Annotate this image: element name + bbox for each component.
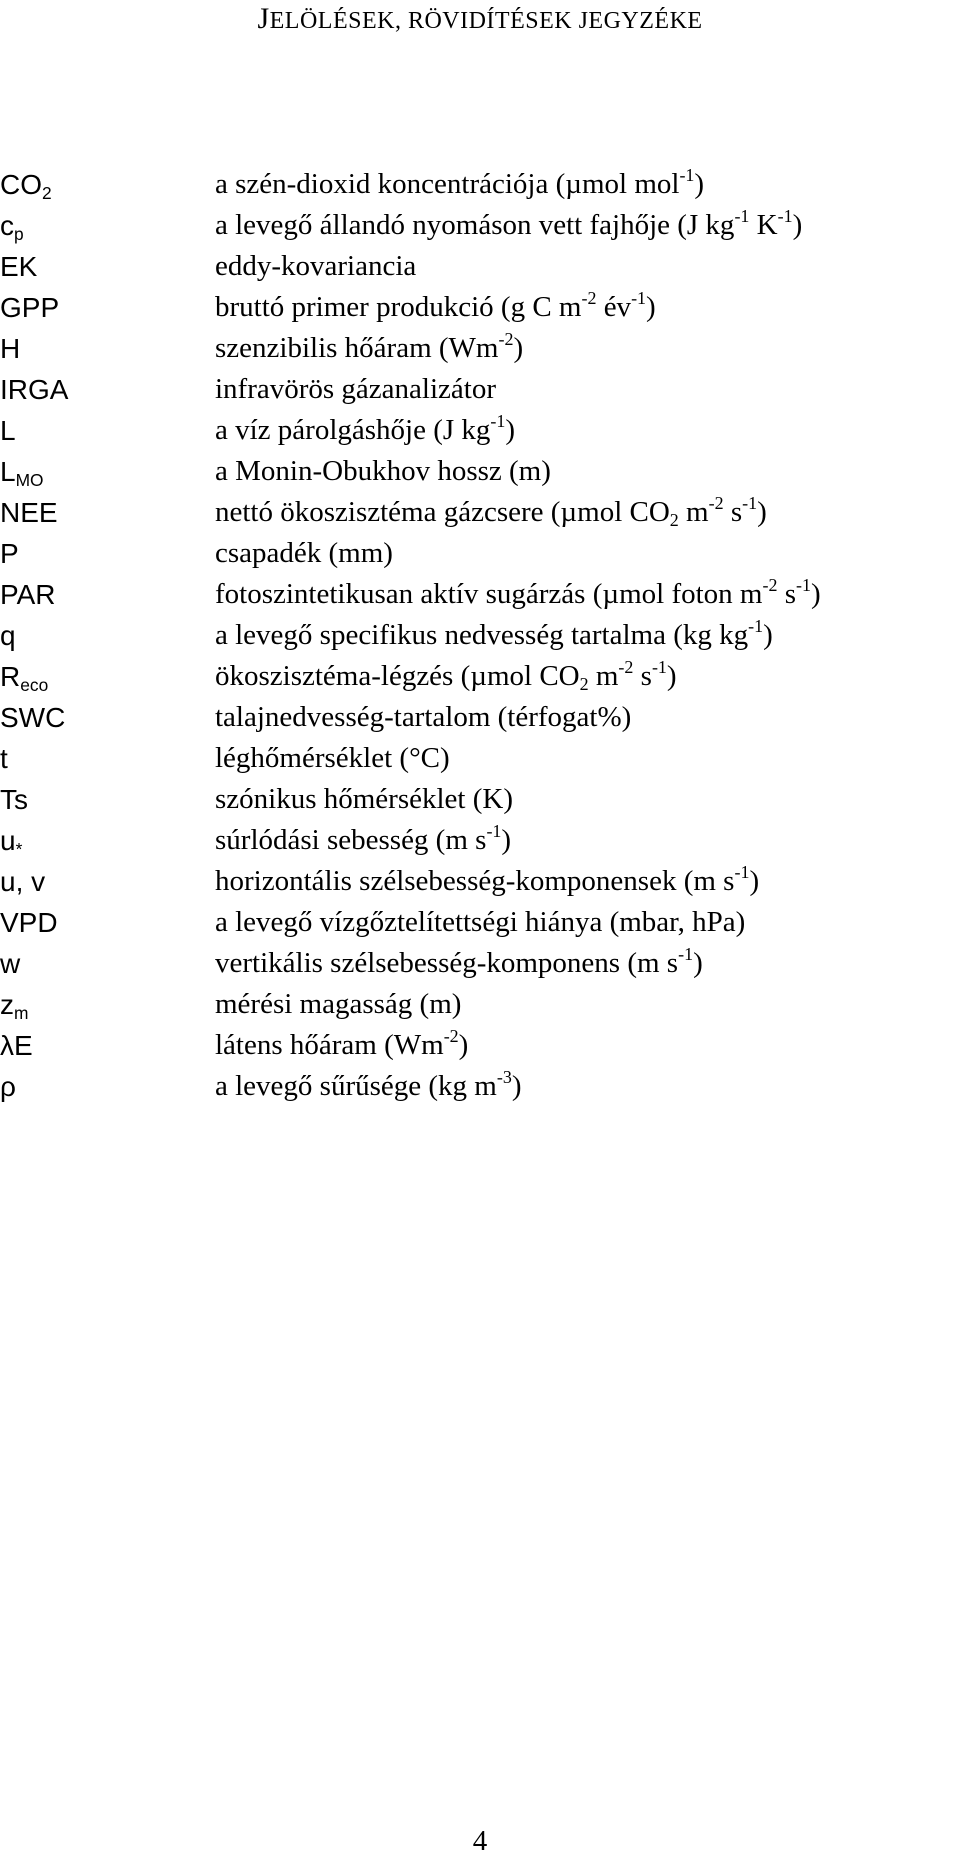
list-item	[0, 533, 960, 574]
definition: eddy-kovariancia	[215, 250, 417, 282]
symbol: q	[0, 620, 16, 651]
list-item	[0, 287, 960, 328]
list-item	[0, 574, 960, 615]
definition: csapadék (mm)	[215, 537, 393, 569]
symbol: $c_p$	[0, 210, 24, 245]
definition: a Monin-Obukhov hossz (m)	[215, 455, 551, 487]
symbol: $R_{eco}$	[0, 661, 49, 696]
definition: vertikális szélsebesség-komponens (m $s^{-1}$)	[215, 944, 703, 979]
definition: a víz párolgáshője (J $kg^{-1}$)	[215, 411, 516, 446]
list-item	[0, 369, 960, 410]
definition: talajnedvesség-tartalom (térfogat%)	[215, 701, 632, 733]
symbol: GPP	[0, 292, 60, 323]
list-item	[0, 943, 960, 984]
symbol: EK	[0, 251, 38, 282]
symbol: $z_m$	[0, 989, 29, 1024]
abbreviation-list	[0, 164, 960, 1107]
list-item	[0, 492, 960, 533]
symbol: ρ	[0, 1071, 16, 1102]
page-title	[0, 2, 960, 38]
definition: infravörös gázanalizátor	[215, 373, 496, 405]
symbol: w	[0, 948, 21, 979]
list-item	[0, 246, 960, 287]
list-item	[0, 615, 960, 656]
symbol: VPD	[0, 907, 58, 938]
definition: szónikus hőmérséklet (K)	[215, 783, 513, 815]
symbol: H	[0, 333, 21, 364]
symbol: $u_*$	[0, 825, 23, 860]
list-item	[0, 738, 960, 779]
page-title-rest: ELÖLÉSEK, RÖVIDÍTÉSEK JEGYZÉKE	[269, 8, 703, 34]
symbol: SWC	[0, 702, 66, 733]
definition: szenzibilis hőáram $(Wm^{-2})$	[215, 329, 524, 364]
list-item	[0, 1025, 960, 1066]
list-item	[0, 861, 960, 902]
symbol: u, v	[0, 866, 46, 897]
definition: ökoszisztéma-légzés (µmol $CO_2$ $m^{-2}$ $s^{-1}$)	[215, 657, 677, 695]
list-item	[0, 328, 960, 369]
list-item	[0, 697, 960, 738]
definition: a levegő vízgőztelítettségi hiánya (mbar, hPa)	[215, 906, 746, 938]
symbol: Ts	[0, 784, 28, 815]
list-item	[0, 779, 960, 820]
list-item	[0, 164, 960, 205]
definition: a levegő sűrűsége (kg $m^{-3}$)	[215, 1067, 522, 1102]
symbol: λE	[0, 1030, 33, 1061]
definition: a levegő állandó nyomáson vett fajhője (J $kg^{-1}$ $K^{-1}$)	[215, 206, 803, 241]
list-item	[0, 451, 960, 492]
symbol: IRGA	[0, 374, 69, 405]
symbol: P	[0, 538, 19, 569]
list-item	[0, 820, 960, 861]
definition: a levegő specifikus nedvesség tartalma (kg $kg^{-1}$)	[215, 616, 773, 651]
symbol: L	[0, 415, 16, 446]
definition: súrlódási sebesség (m $s^{-1}$)	[215, 821, 512, 856]
list-item	[0, 1066, 960, 1107]
list-item	[0, 656, 960, 697]
symbol: $CO_2$	[0, 169, 52, 204]
definition: léghőmérséklet (°C)	[215, 742, 450, 774]
list-item	[0, 902, 960, 943]
symbol: t	[0, 743, 8, 774]
definition: bruttó primer produkció (g C $m^{-2}$ $év^{-1}$)	[215, 288, 656, 323]
symbol: NEE	[0, 497, 58, 528]
definition: fotoszintetikusan aktív sugárzás (µmol foton $m^{-2}$ $s^{-1}$)	[215, 575, 821, 610]
page-number: 4	[472, 1825, 488, 1857]
definition: nettó ökoszisztéma gázcsere (µmol $CO_2$ $m^{-2}$ $s^{-1}$)	[215, 493, 767, 531]
definition: mérési magasság (m)	[215, 988, 462, 1020]
definition: a szén-dioxid koncentrációja (µmol mol$^{-1}$)	[215, 165, 705, 200]
definition: horizontális szélsebesség-komponensek (m $s^{-1}$)	[215, 862, 760, 897]
list-item	[0, 205, 960, 246]
list-item	[0, 984, 960, 1025]
definition: látens hőáram $(Wm^{-2})$	[215, 1026, 469, 1061]
page-title-initial: J	[257, 2, 270, 35]
symbol: $L_{MO}$	[0, 456, 44, 491]
list-item	[0, 410, 960, 451]
symbol: PAR	[0, 579, 56, 610]
